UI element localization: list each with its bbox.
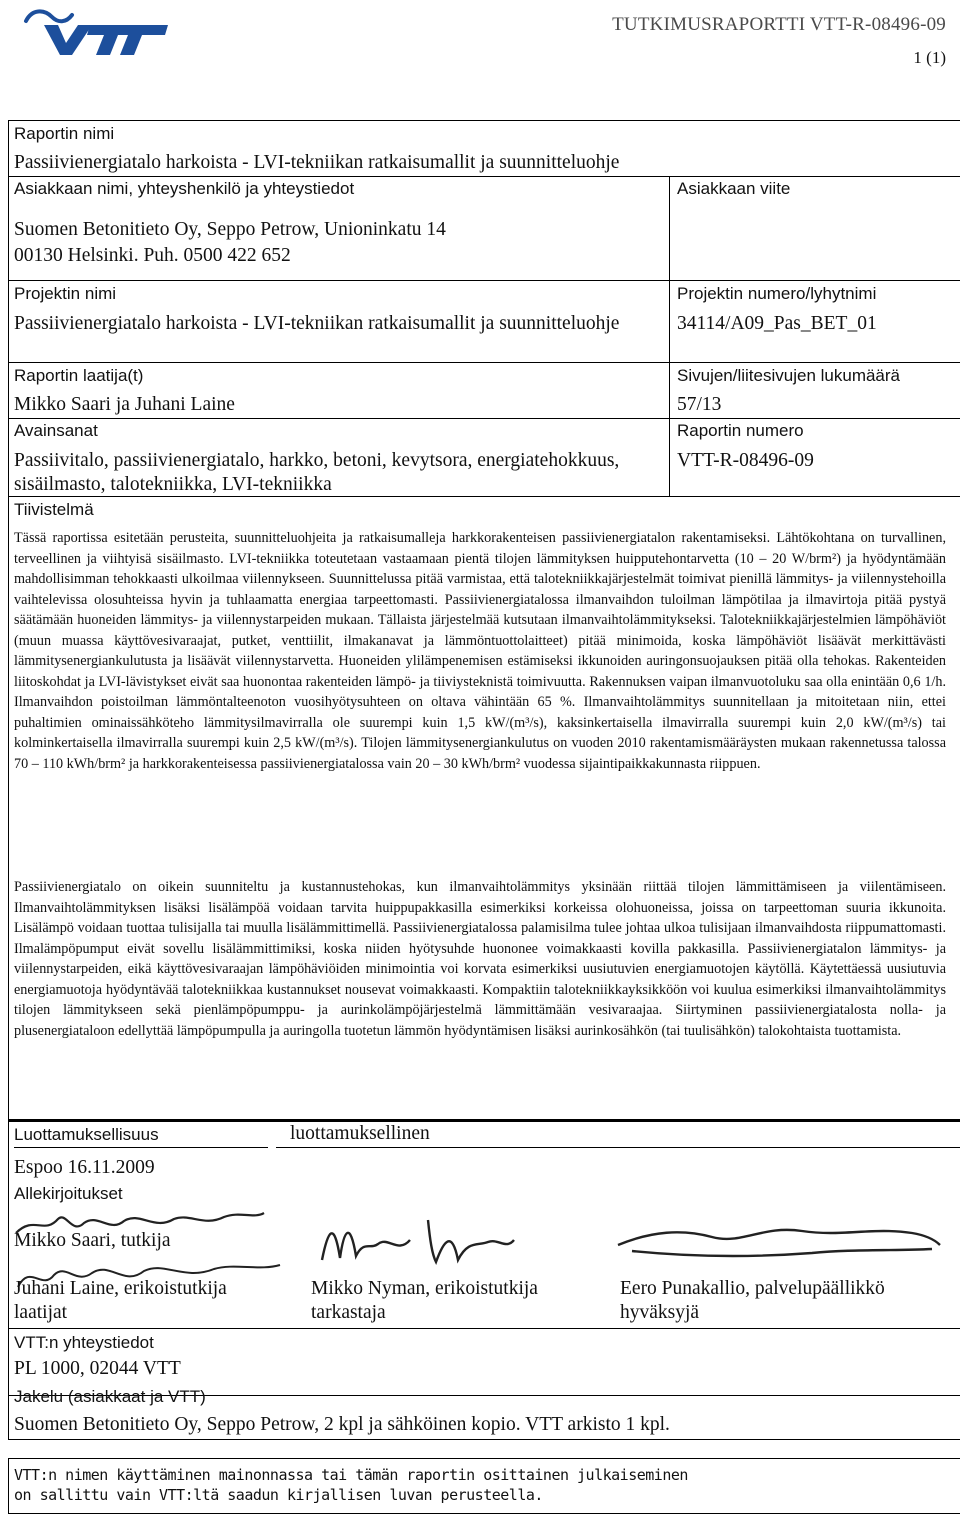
client-line-1: Suomen Betonitieto Oy, Seppo Petrow, Unioninkatu 14: [14, 219, 446, 240]
keywords-label: Avainsanat: [14, 421, 98, 440]
summary-paragraph-1: Tässä raportissa esitetään perusteita, suunnitteluohjeita ja ratkaisumalleja harkkorakenteisen passiivienergiatalon rakentamiseksi. Lähtökohtana on turvallinen, terveellinen ja viihtyisä sisäilmasto. LVI-tekniikka toteutetaan vastaamaan pientä tilojen lämmityksen huipputehontarvetta (10 – 20 W/brm²) ja hyödyntämään mahdollisimman tehokkaasti ulkoilmaa viilennykseen. Suunnittelussa pitää varmistaa, että talotekniikkajärjestelmät toimivat pienillä lämmitys- ja viilennystehoilla vaihtelevissa olosuhteissa hyvin ja tuhlaamatta energiaa tarpeettomasti. Passiivienergiatalossa ilmanvaihdon tuloilman lämpötilaa ja ilmavirtoja pitää pystyä säätämään huoneiden lämmitys- ja viilennystarpeiden mukaan. Tällaista järjestelmää kutsutaan ilmanvaihtolämmitykseksi. Talotekniikkajärjestelmien lämpöhäviöt (muun muassa käyttövesivaraajat, putket, venttiilit, ilmakanavat ja lämmöntuottolaitteet) pitää minimoida, koska lämpöhäviöt lisäävät merkittävästi lämmitysenergiankulutusta ja lisäävät viilennystarvetta. Huoneiden ylilämpenemisen estämiseksi ikkunoiden auringonsuojauksen pitää olla tehokas. Rakenteiden liitoskohdat ja LVI-lävistykset eivät saa huonontaa rakenteiden lämpö- ja tiiviysteknistä toimivuutta. Rakennuksen vaipan ilmanvuotoluku saa olla enintään 0,6 1/h. Ilmanvaihdon poistoilman lämmöntalteenoton vuosihyötysuhteen on oltava vähintään 65 %. Ilmanvaihtolämmitys suunnitellaan ja mitoitetaan niin, ettei puhaltimien ominaissähköteho lämmitysilmavirralla ole suurempi kuin 1,5 kW/(m³/s), kaksinkertaisella ilmavirralla suurempi kuin 2,0 kW/(m³/s) tai kolminkertaisella ilmavirralla suurempi kuin 2,5 kW/(m³/s). Tilojen lämmitysenergiankulutus on vuoden 2010 rakentamismääräysten mukaan rakennetussa talossa 70 – 110 kWh/brm² ja harkkorakenteisessa passiivienergiatalossa vain 20 – 30 kWh/brm² vuodessa sijaintipaikkakunnasta riippuen.: [14, 530, 946, 772]
footer-note-line-1: VTT:n nimen käyttäminen mainonnassa tai tämän raportin osittainen julkaiseminen: [14, 1466, 688, 1484]
client-label: Asiakkaan nimi, yhteyshenkilö ja yhteystiedot: [14, 179, 355, 198]
project-number-value: 34114/A09_Pas_BET_01: [677, 313, 877, 334]
report-number-value: VTT-R-08496-09: [677, 450, 814, 471]
checker-role: tarkastaja: [311, 1302, 386, 1323]
distribution-label: Jakelu (asiakkaat ja VTT): [14, 1387, 206, 1406]
contact-value: PL 1000, 02044 VTT: [14, 1358, 181, 1379]
contact-label: VTT:n yhteystiedot: [14, 1333, 154, 1352]
report-number-label: Raportin numero: [677, 421, 804, 440]
signer-2-name: Juhani Laine, erikoistutkija: [14, 1278, 227, 1299]
approver-name: Eero Punakallio, palvelupäällikkö: [620, 1278, 885, 1299]
footer-note-line-2: on sallittu vain VTT:ltä saadun kirjallisen luvan perusteella.: [14, 1486, 543, 1504]
client-reference-label: Asiakkaan viite: [677, 179, 791, 198]
project-name-label: Projektin nimi: [14, 284, 117, 303]
report-code: TUTKIMUSRAPORTTI VTT-R-08496-09: [612, 14, 946, 35]
signature-mikko-nyman-image: [318, 1210, 518, 1272]
project-number-label: Projektin numero/lyhytnimi: [677, 284, 877, 303]
distribution-value: Suomen Betonitieto Oy, Seppo Petrow, 2 kpl ja sähköinen kopio. VTT arkisto 1 kpl.: [14, 1414, 670, 1435]
report-name-label: Raportin nimi: [14, 124, 115, 143]
confidentiality-value: luottamuksellinen: [290, 1123, 430, 1144]
signer-2-role: laatijat: [14, 1302, 68, 1323]
distribution-box: [8, 1380, 960, 1440]
keywords-value: Passiivitalo, passiivienergiatalo, harkko, betoni, kevytsora, energiatehokkuus, sisäilmasto, talotekniikka, LVI-tekniikka: [14, 450, 620, 495]
summary-paragraph-2: Passiivienergiatalo on oikein suunniteltu ja kustannustehokas, kun ilmanvaihtolämmitys yksinään riittää tilojen lämmittämiseen ja viilentämiseen. Ilmanvaihtolämmityksen lisäksi lisälämpöä voidaan tarvita huippupakkasilla esimerkiksi korkeissa olohuoneissa, joissa on tarpeettoman suuria ikkunoita. Lisälämpö voidaan tuottaa tulisijalla tai muulla lisälämmittimellä. Passiivienergiatalossa palamisilma tulee johtaa ulkoa tulisijaan ilmanvaihdosta riippumattomasti. Ilmalämpöpumput eivät sovellu lisälämmittimiksi, koska niiden hyötysuhde huononee voimakkaasti kovilla pakkasilla. Passiivienergiatalon lämmitys- ja viilennystarpeiden, eikä käyttövesivaraajan lämpöhäviöiden minimointia voi korvata esimerkiksi uusiutuvien energiamuotojen käytöllä. Käytettäessä uusiutuvia energiamuotoja hyödyntävää talotekniikkaa kustannukset nousevat voimakkaasti. Kompaktiin talotekniikkayksikköön voi kuulua esimerkiksi ilmanvaihtolämmitys tilojen lämmitykseen sekä pienlämpöpumppu- ja aurinkolämpöjärjestelmä lämmittämään vesivaraajaa. Siirtyminen passiivienergiatalosta nolla- ja plusenergiataloon edellyttää lämpöpumpulla ja auringolla tuotetun lämmön hyödyntämisen lisäksi aurinkosähkön (tai tuulisähkön) talokohtaista tuottamista.: [14, 879, 946, 1039]
client-line-2: 00130 Helsinki. Puh. 0500 422 652: [14, 245, 291, 266]
authors-label: Raportin laatija(t): [14, 366, 144, 385]
signatures-label: Allekirjoitukset: [14, 1184, 123, 1203]
vtt-logo: [22, 5, 172, 57]
approver-role: hyväksyjä: [620, 1302, 700, 1323]
page-number: 1 (1): [913, 48, 946, 67]
place-date: Espoo 16.11.2009: [14, 1157, 155, 1178]
footer-note: [14, 1465, 734, 1505]
pages-value: 57/13: [677, 394, 722, 415]
confidentiality-label: Luottamuksellisuus: [14, 1125, 159, 1144]
summary-label: Tiivistelmä: [14, 500, 94, 519]
project-name-value: Passiivienergiatalo harkoista - LVI-tekniikan ratkaisumallit ja suunnitteluohje: [14, 313, 620, 334]
checker-name: Mikko Nyman, erikoistutkija: [311, 1278, 538, 1299]
report-name-value: Passiivienergiatalo harkoista - LVI-tekniikan ratkaisumallit ja suunnitteluohje: [14, 152, 620, 173]
signer-1-name: Mikko Saari, tutkija: [14, 1230, 171, 1251]
signature-eero-punakallio-image: [612, 1215, 944, 1269]
authors-value: Mikko Saari ja Juhani Laine: [14, 394, 235, 415]
pages-label: Sivujen/liitesivujen lukumäärä: [677, 366, 901, 385]
